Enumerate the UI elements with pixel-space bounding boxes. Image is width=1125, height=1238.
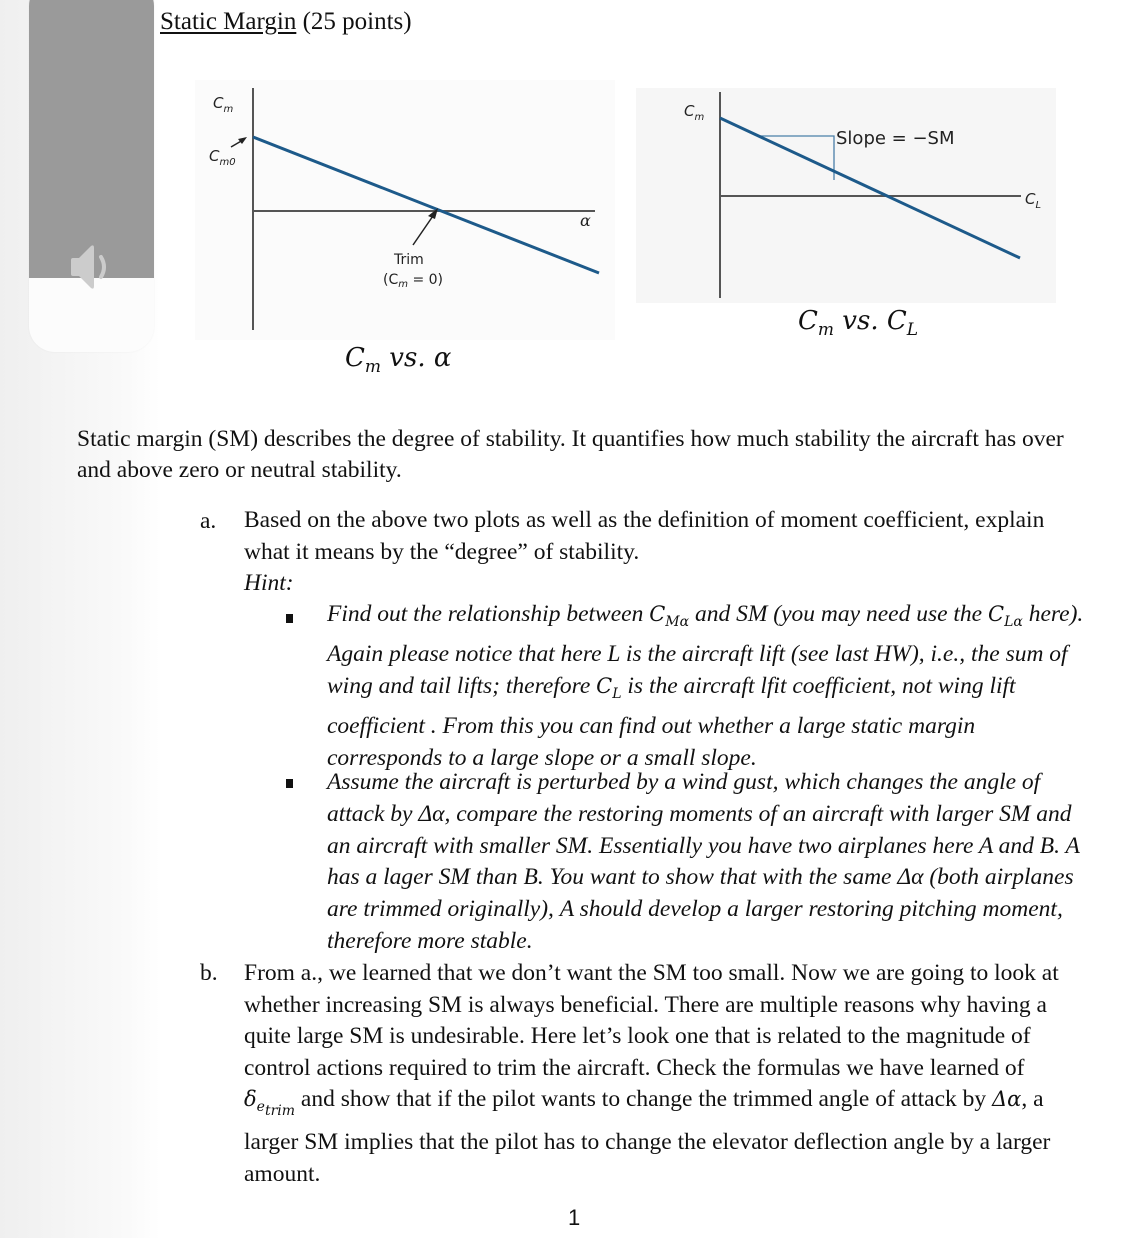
caption-cm-vs-cl: $C_m$ vs. $C_L$ xyxy=(798,306,919,341)
part-b-marker: b. xyxy=(200,960,218,986)
hint-label: Hint: xyxy=(244,570,294,596)
x-axis-label-cl: $C_L$ xyxy=(1025,190,1042,211)
trim-equation: $(C_m = 0)$ xyxy=(383,272,443,290)
intro-paragraph: Static margin (SM) describes the degree of stability. It quantifies how much stability the aircraft has over and above zero or neutral stability. xyxy=(77,426,1064,483)
x-axis-label-alpha: α xyxy=(580,211,591,230)
volume-hud-overlay xyxy=(29,0,154,352)
part-a-text: Based on the above two plots as well as the definition of moment coefficient, explain what it means by the “degree” of stability. xyxy=(244,507,1045,565)
trim-label: Trim xyxy=(394,252,424,268)
cm-cl-plot xyxy=(636,88,1056,303)
bullet-marker-1 xyxy=(286,614,293,623)
y-intercept-label-cm0: $C_{m0}$ xyxy=(209,147,236,168)
figure-cm-vs-cl xyxy=(636,88,1056,303)
figure-cm-vs-alpha xyxy=(195,80,615,340)
page-number: 1 xyxy=(568,1205,581,1230)
part-a-marker: a. xyxy=(200,508,217,534)
part-b-question: From a., we learned that we don’t want the SM too small. Now we are going to look at whether increasing SM is always beneficial. There are multiple reasons why having a quite large SM is undesirable. Here let’s look one that is related to the magnitude of control actions required to trim the aircraft. Check the formulas we have learned of $\delta_{e_{trim}}$ and show that if the pilot wants to change the trimmed angle of attack by Δα, a larger SM implies that the pilot has to change the elevator deflection angle by a larger amount. xyxy=(244,960,1059,1187)
title-underlined: Static Margin xyxy=(160,8,297,35)
title-points: (25 points) xyxy=(296,8,412,35)
y-axis-label-cm: $C_m$ xyxy=(213,94,234,115)
hint-bullet-2: Assume the aircraft is perturbed by a wind gust, which changes the angle of attack by Δα, compare the restoring moments of an aircraft with larger SM and an aircraft with smaller SM. Essentially you have two airplanes here A and B. A has a lager SM than B. You want to show that with the same Δα (both airplanes are trimmed originally), A should develop a larger restoring pitching moment, therefore more stable. xyxy=(327,769,1080,954)
caption-cm-vs-alpha: $C_m$ vs. α xyxy=(345,343,452,378)
hint-bullet-1: Find out the relationship between $C_{M\alpha}$ and SM (you may need use the $C_{L\alpha}$ here). Again please notice that here L is the aircraft lift (see last HW), i.e., the sum of wing and tail lifts; therefore $C_L$ is the aircraft lfit coefficient, not wing lift coefficient . From this you can find out whether a large static margin corresponds to a large slope or a small slope. xyxy=(327,601,1084,771)
speaker-volume-icon xyxy=(67,242,117,292)
part-a-question xyxy=(244,505,1074,600)
y-axis-label-cm: $C_m$ xyxy=(684,102,705,123)
bullet-marker-2 xyxy=(286,779,293,788)
section-title xyxy=(160,8,412,36)
cm-alpha-plot xyxy=(195,80,615,340)
slope-label: Slope = −SM xyxy=(836,128,955,149)
volume-level-fill[interactable] xyxy=(29,0,154,278)
